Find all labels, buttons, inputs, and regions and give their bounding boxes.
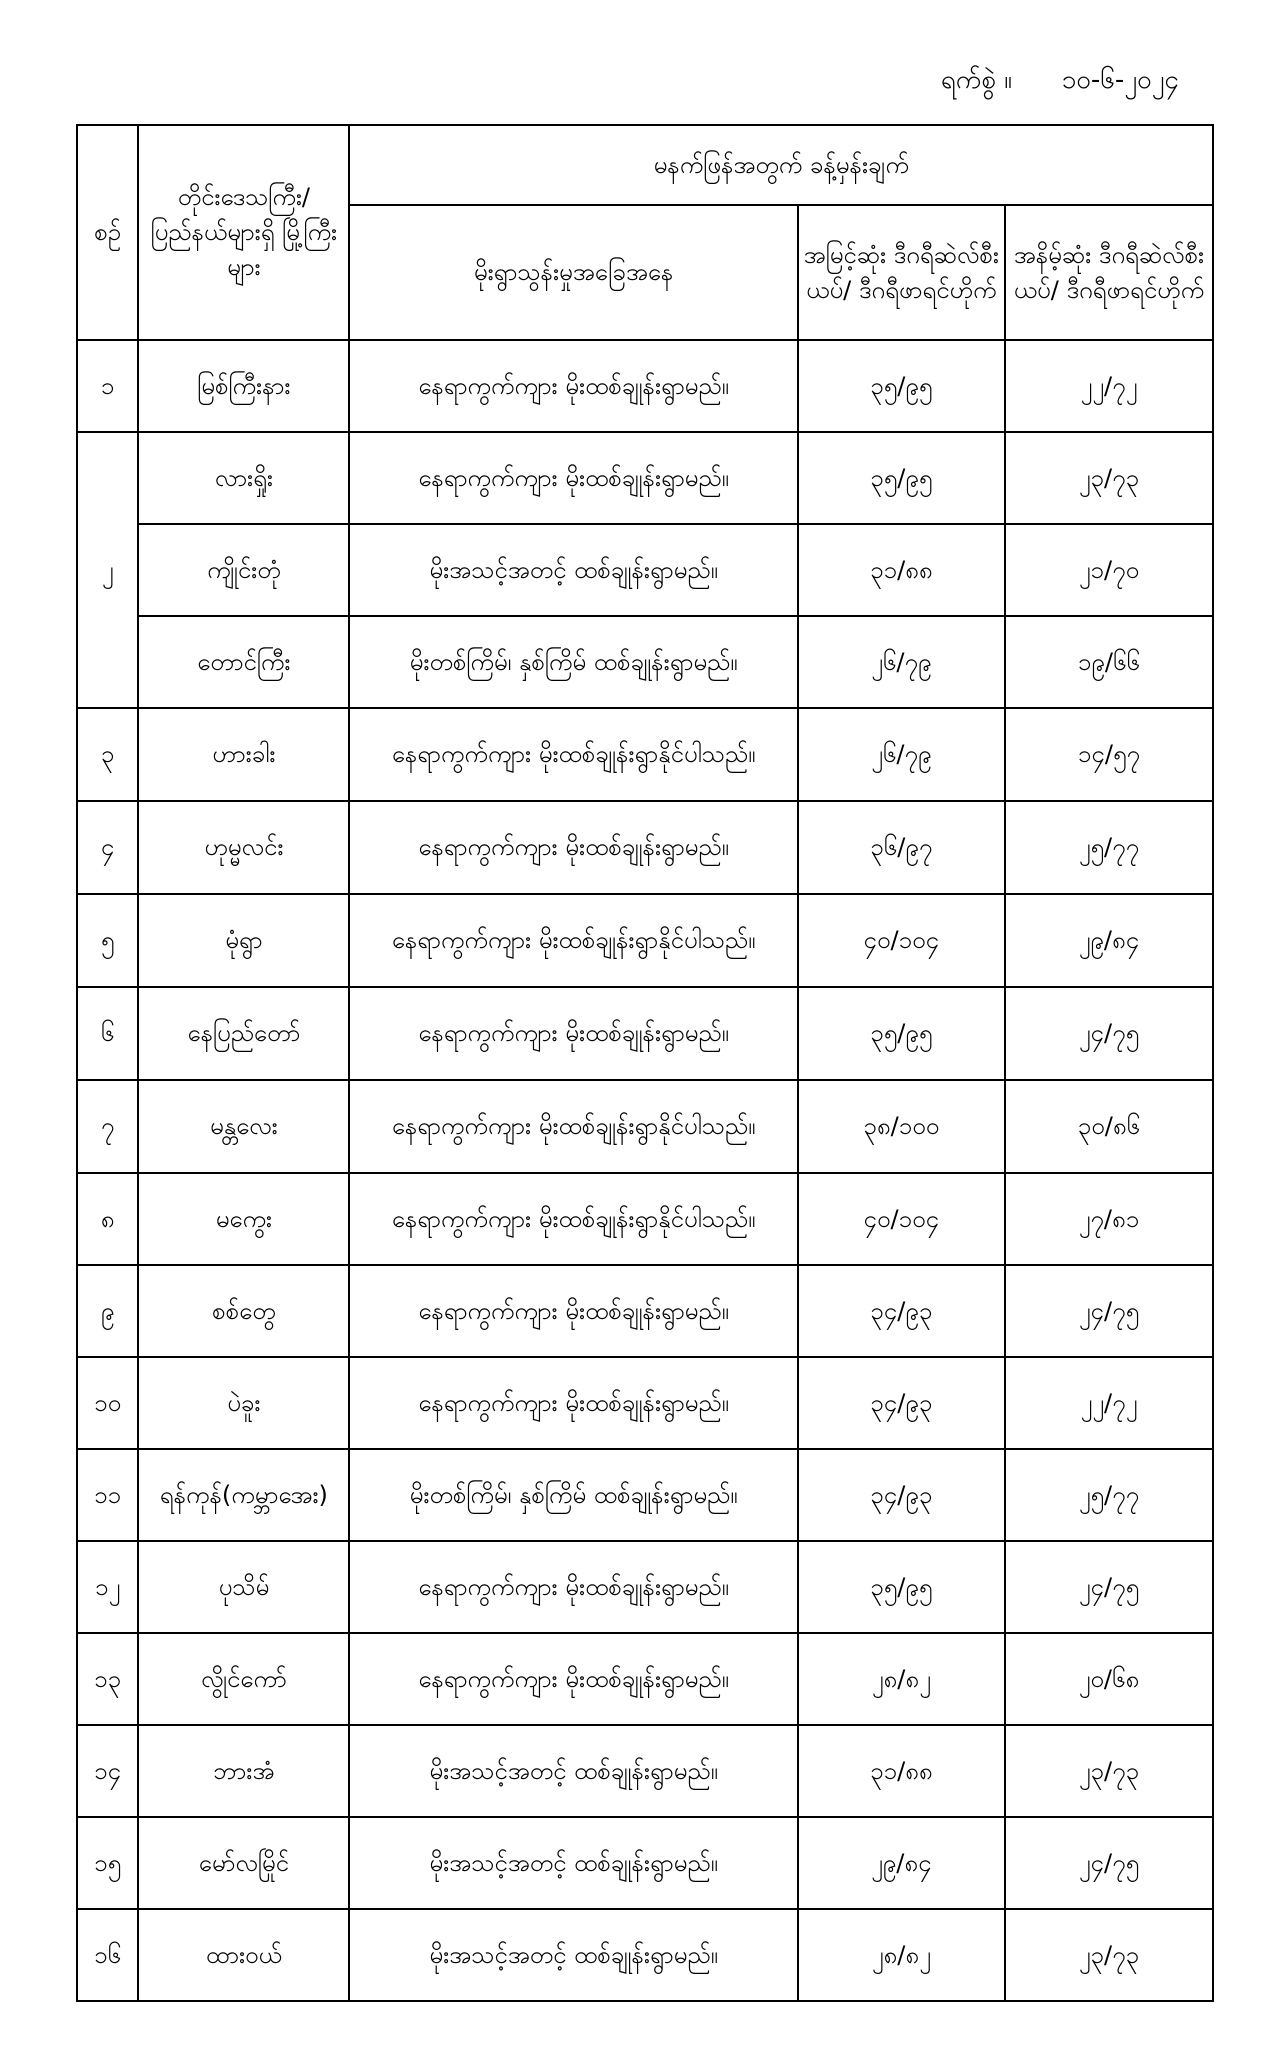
cell-condition: နေရာကွက်ကျား မိုးထစ်ချုန်းရွာမည်။ (349, 1265, 797, 1357)
cell-min: ၂၅/၇၇ (1005, 801, 1213, 894)
cell-city: ပဲခူး (138, 1357, 349, 1449)
cell-condition: နေရာကွက်ကျား မိုးထစ်ချုန်းရွာနိုင်ပါသည်။ (349, 1173, 797, 1265)
cell-max: ၂၆/၇၉ (798, 708, 1005, 801)
cell-min: ၂၄/၇၅ (1005, 1265, 1213, 1357)
cell-city: လားရှိုး (138, 432, 349, 524)
cell-no: ၁၄ (77, 1725, 138, 1817)
cell-condition: နေရာကွက်ကျား မိုးထစ်ချုန်းရွာနိုင်ပါသည်။ (349, 894, 797, 987)
cell-no: ၁၅ (77, 1817, 138, 1909)
cell-min: ၂၂/၇၂ (1005, 1357, 1213, 1449)
cell-condition: မိုးတစ်ကြိမ်၊ နှစ်ကြိမ် ထစ်ချုန်းရွာမည်။ (349, 616, 797, 708)
cell-min: ၁၄/၅၇ (1005, 708, 1213, 801)
header-forecast-group: မနက်ဖြန်အတွက် ခန့်မှန်းချက် (349, 125, 1213, 205)
cell-city: တောင်ကြီး (138, 616, 349, 708)
cell-min: ၂၂/၇၂ (1005, 340, 1213, 432)
cell-city: ဘားအံ (138, 1725, 349, 1817)
cell-max: ၂၈/၈၂ (798, 1633, 1005, 1725)
table-row (77, 1357, 1213, 1449)
cell-max: ၂၉/၈၄ (798, 1817, 1005, 1909)
table-row (77, 1817, 1213, 1909)
cell-city: စစ်တွေ (138, 1265, 349, 1357)
cell-condition: နေရာကွက်ကျား မိုးထစ်ချုန်းရွာမည်။ (349, 987, 797, 1080)
cell-city: ပုသိမ် (138, 1541, 349, 1633)
cell-min: ၂၃/၇၃ (1005, 1725, 1213, 1817)
cell-max: ၃၅/၉၅ (798, 340, 1005, 432)
cell-min: ၂၄/၇၅ (1005, 1541, 1213, 1633)
cell-min: ၂၃/၇၃ (1005, 432, 1213, 524)
cell-no: ၉ (77, 1265, 138, 1357)
cell-condition: နေရာကွက်ကျား မိုးထစ်ချုန်းရွာနိုင်ပါသည်။ (349, 1080, 797, 1173)
cell-condition: နေရာကွက်ကျား မိုးထစ်ချုန်းရွာမည်။ (349, 1541, 797, 1633)
table-row (77, 616, 1213, 708)
cell-min: ၂၇/၈၁ (1005, 1173, 1213, 1265)
date-line (941, 62, 1179, 101)
cell-city: မကွေး (138, 1173, 349, 1265)
cell-city: ဟုမ္မလင်း (138, 801, 349, 894)
cell-condition: နေရာကွက်ကျား မိုးထစ်ချုန်းရွာမည်။ (349, 432, 797, 524)
table-row (77, 1541, 1213, 1633)
cell-max: ၂၈/၈၂ (798, 1909, 1005, 2001)
cell-no: ၁ (77, 340, 138, 432)
cell-city: မန္တလေး (138, 1080, 349, 1173)
cell-no: ၃ (77, 708, 138, 801)
cell-condition: မိုးအသင့်အတင့် ထစ်ချုန်းရွာမည်။ (349, 1725, 797, 1817)
table-row (77, 340, 1213, 432)
cell-no: ၁၆ (77, 1909, 138, 2001)
date-label: ရက်စွဲ ။ (940, 65, 1012, 95)
cell-min: ၂၁/၇၀ (1005, 524, 1213, 616)
header-condition: မိုးရွာသွန်းမှုအခြေအနေ (349, 205, 797, 340)
cell-max: ၃၄/၉၃ (798, 1357, 1005, 1449)
cell-condition: မိုးအသင့်အတင့် ထစ်ချုန်းရွာမည်။ (349, 1909, 797, 2001)
cell-condition: နေရာကွက်ကျား မိုးထစ်ချုန်းရွာမည်။ (349, 1357, 797, 1449)
cell-city: မြစ်ကြီးနား (138, 340, 349, 432)
cell-no: ၈ (77, 1173, 138, 1265)
cell-condition: နေရာကွက်ကျား မိုးထစ်ချုန်းရွာနိုင်ပါသည်။ (349, 708, 797, 801)
cell-no: ၁၂ (77, 1541, 138, 1633)
cell-min: ၂၉/၈၄ (1005, 894, 1213, 987)
cell-max: ၄၀/၁၀၄ (798, 894, 1005, 987)
table-row (77, 1265, 1213, 1357)
header-no: စဉ် (77, 125, 138, 340)
cell-min: ၃၀/၈၆ (1005, 1080, 1213, 1173)
table-row (77, 1080, 1213, 1173)
cell-no: ၆ (77, 987, 138, 1080)
cell-no: ၁၃ (77, 1633, 138, 1725)
cell-max: ၃၄/၉၃ (798, 1449, 1005, 1541)
cell-condition: မိုးအသင့်အတင့် ထစ်ချုန်းရွာမည်။ (349, 1817, 797, 1909)
table-row (77, 1449, 1213, 1541)
cell-city: မော်လမြိုင် (138, 1817, 349, 1909)
cell-no: ၂ (77, 432, 138, 708)
forecast-table (76, 124, 1214, 2002)
cell-min: ၂၄/၇၅ (1005, 987, 1213, 1080)
cell-city: ထားဝယ် (138, 1909, 349, 2001)
cell-condition: နေရာကွက်ကျား မိုးထစ်ချုန်းရွာမည်။ (349, 340, 797, 432)
cell-no: ၁၁ (77, 1449, 138, 1541)
cell-no: ၁၀ (77, 1357, 138, 1449)
date-value: ၁၀-၆-၂၀၂၄ (1061, 65, 1179, 95)
cell-max: ၃၈/၁၀၀ (798, 1080, 1005, 1173)
table-row (77, 894, 1213, 987)
cell-condition: နေရာကွက်ကျား မိုးထစ်ချုန်းရွာမည်။ (349, 1633, 797, 1725)
cell-max: ၃၆/၉၇ (798, 801, 1005, 894)
cell-max: ၃၅/၉၅ (798, 1541, 1005, 1633)
cell-condition: မိုးအသင့်အတင့် ထစ်ချုန်းရွာမည်။ (349, 524, 797, 616)
cell-city: ရန်ကုန်(ကမ္ဘာအေး) (138, 1449, 349, 1541)
cell-city: မုံရွာ (138, 894, 349, 987)
cell-min: ၂၅/၇၇ (1005, 1449, 1213, 1541)
header-min-temp: အနိမ့်ဆုံး ဒီဂရီဆဲလ်စီးယပ်/ ဒီဂရီဖာရင်ဟိုက် (1005, 205, 1213, 340)
cell-no: ၇ (77, 1080, 138, 1173)
cell-max: ၃၅/၉၅ (798, 432, 1005, 524)
cell-city: ဟားခါး (138, 708, 349, 801)
cell-min: ၁၉/၆၆ (1005, 616, 1213, 708)
cell-no: ၄ (77, 801, 138, 894)
cell-max: ၂၆/၇၉ (798, 616, 1005, 708)
table-row (77, 432, 1213, 524)
table-row (77, 524, 1213, 616)
table-row (77, 801, 1213, 894)
table-row (77, 987, 1213, 1080)
cell-min: ၂၄/၇၅ (1005, 1817, 1213, 1909)
cell-city: လွိုင်ကော် (138, 1633, 349, 1725)
cell-no: ၅ (77, 894, 138, 987)
cell-min: ၂၀/၆၈ (1005, 1633, 1213, 1725)
table-row (77, 708, 1213, 801)
cell-max: ၃၁/၈၈ (798, 1725, 1005, 1817)
table-row (77, 1173, 1213, 1265)
table-row (77, 1725, 1213, 1817)
cell-max: ၄၀/၁၀၄ (798, 1173, 1005, 1265)
cell-city: နေပြည်တော် (138, 987, 349, 1080)
table-row (77, 1909, 1213, 2001)
cell-condition: နေရာကွက်ကျား မိုးထစ်ချုန်းရွာမည်။ (349, 801, 797, 894)
cell-city: ကျိုင်းတုံ (138, 524, 349, 616)
header-max-temp: အမြင့်ဆုံး ဒီဂရီဆဲလ်စီးယပ်/ ဒီဂရီဖာရင်ဟိုက် (798, 205, 1005, 340)
cell-max: ၃၁/၈၈ (798, 524, 1005, 616)
cell-max: ၃၄/၉၃ (798, 1265, 1005, 1357)
table-row (77, 1633, 1213, 1725)
header-city: တိုင်းဒေသကြီး/ ပြည်နယ်များရှိ မြို့ကြီးများ (138, 125, 349, 340)
cell-max: ၃၅/၉၅ (798, 987, 1005, 1080)
cell-min: ၂၃/၇၃ (1005, 1909, 1213, 2001)
cell-condition: မိုးတစ်ကြိမ်၊ နှစ်ကြိမ် ထစ်ချုန်းရွာမည်။ (349, 1449, 797, 1541)
